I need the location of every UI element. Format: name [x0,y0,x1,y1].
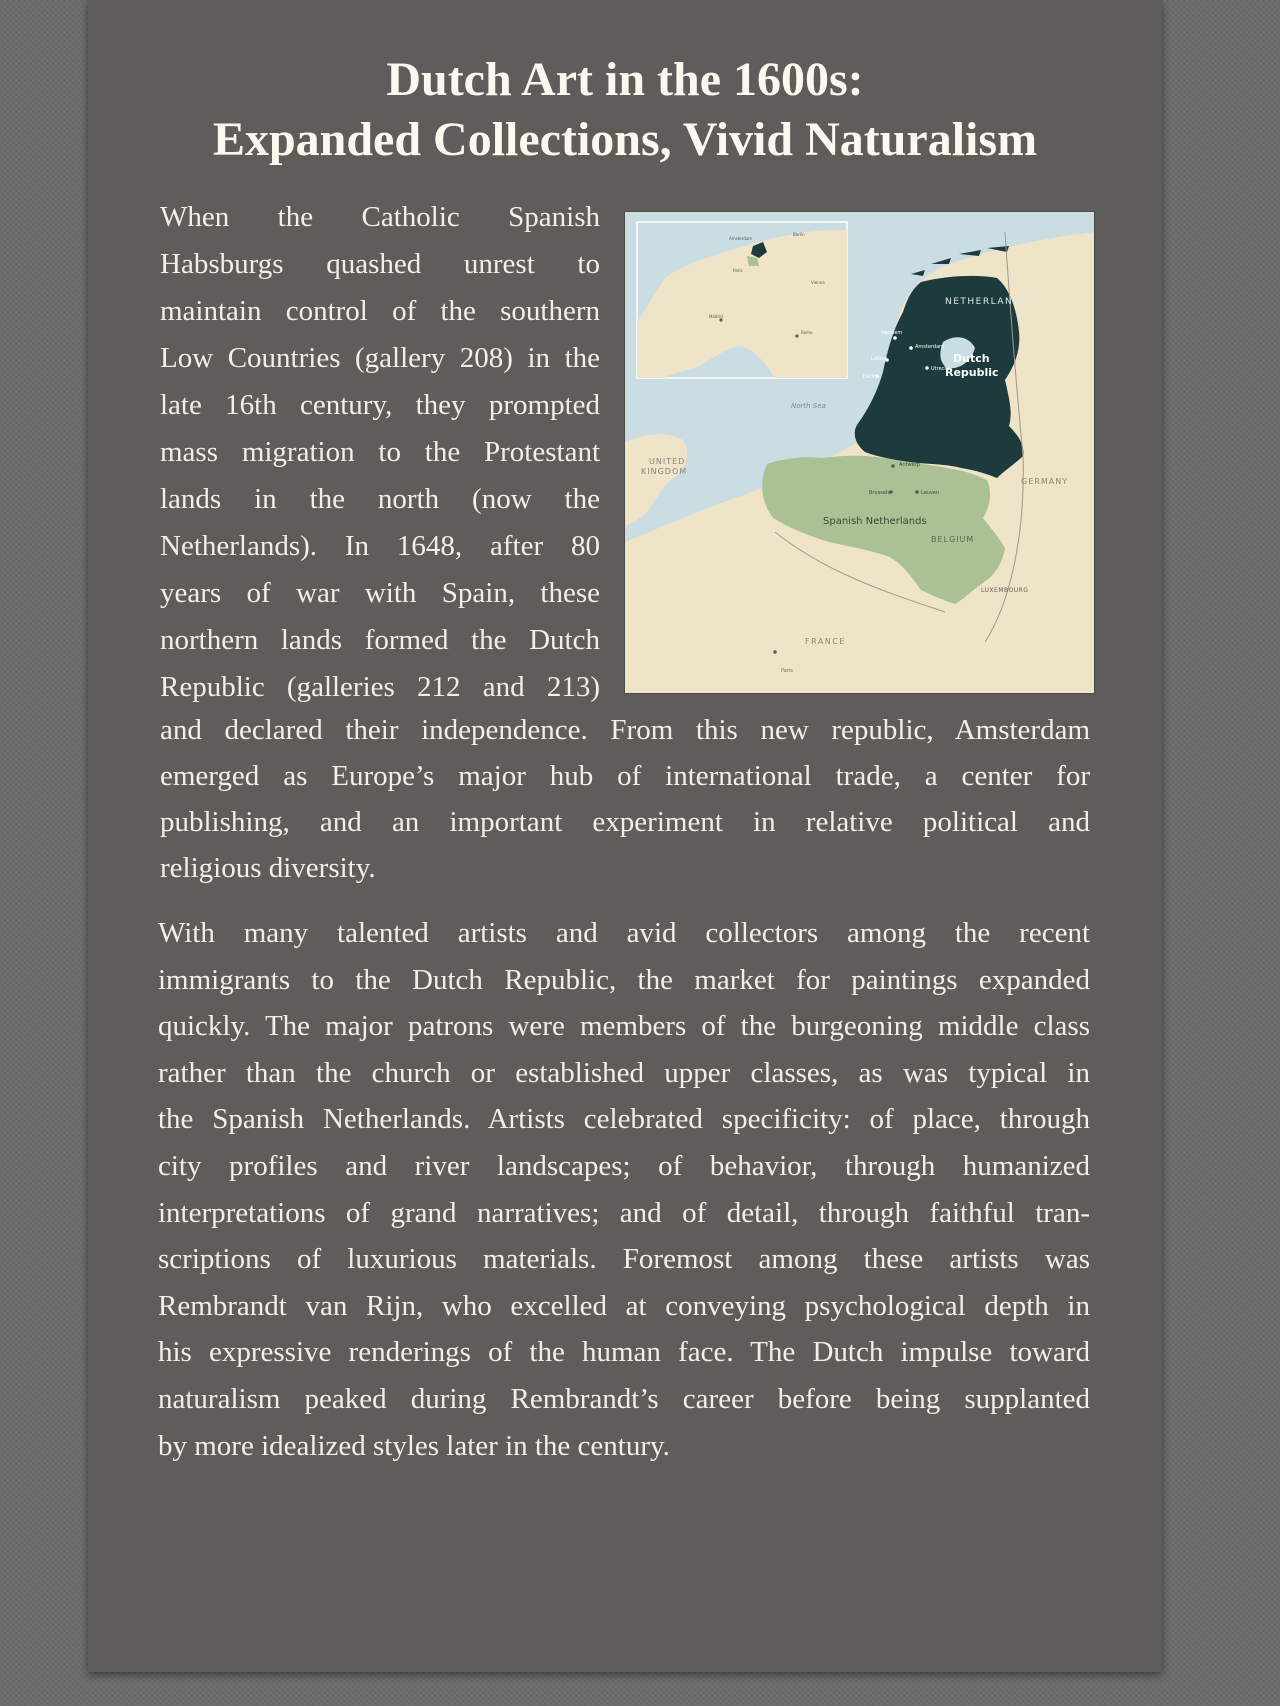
utrecht-dot [925,366,929,370]
text-line: rather than the church or established upper classes, as was typical in [158,1056,1090,1089]
delft-label: Delft [863,374,875,380]
text-line: city profiles and river landscapes; of behavior, through humanized [158,1149,1090,1182]
text-line: When the Catholic Spanish [160,201,600,233]
panel-title [88,50,1162,170]
uk-label-1: UNITED [649,457,686,466]
text-line: interpretations of grand narratives; and of detail, through faithful tran- [158,1196,1090,1229]
inset-paris-label: Paris [733,268,743,273]
text-line: lands in the north (now the [160,483,600,515]
haarlem-label: Haarlem [881,330,903,336]
text-line: by more idealized styles later in the century. [158,1429,670,1462]
haarlem-dot [893,336,897,340]
text-line: maintain control of the southern [160,295,600,327]
text-line: Low Countries (gallery 208) in the [160,342,600,374]
text-line: Netherlands). In 1648, after 80 [160,530,600,562]
antwerp-label: Antwerp [899,462,920,468]
inset-rome-label: Rome [801,330,813,335]
text-line: naturalism peaked during Rembrandt’s career before being supplanted [158,1382,1090,1415]
spanish-netherlands-label: Spanish Netherlands [823,516,927,527]
inset-berlin-label: Berlin [793,232,805,237]
brussels-label: Brussels [869,490,890,496]
text-line: emerged as Europe’s major hub of international trade, a center for [160,760,1090,792]
dutch-republic-label-1: Dutch [953,352,990,365]
uk-label-2: KINGDOM [641,467,688,476]
text-line: Rembrandt van Rijn, who excelled at conveying psychological depth in [158,1289,1090,1322]
germany-label: GERMANY [1021,477,1069,486]
title-line-2: Expanded Collections, Vivid Naturalism [212,113,1038,166]
text-line: Habsburgs quashed unrest to [160,248,600,280]
antwerp-dot [891,464,895,468]
second-paragraph [158,910,1090,1469]
paris-label: Paris [781,668,793,674]
inset-amsterdam-label: Amsterdam [729,236,753,241]
intro-paragraph [160,194,600,711]
amsterdam-label: Amsterdam [915,344,945,350]
inset-rome-dot [795,334,798,337]
belgium-label: BELGIUM [931,535,975,544]
text-line: his expressive renderings of the human face. The Dutch impulse toward [158,1336,1090,1369]
text-line: immigrants to the Dutch Republic, the market for paintings expanded [158,963,1090,996]
inset-europe-map [637,222,847,378]
text-line: quickly. The major patrons were members of the burgeoning middle class [158,1010,1090,1043]
text-line: With many talented artists and avid collectors among the recent [158,917,1090,949]
text-line: mass migration to the Protestant [160,436,600,468]
luxembourg-label: LUXEMBOURG [981,587,1029,594]
north-sea-label: North Sea [791,402,826,410]
title-line-1: Dutch Art in the 1600s: [386,53,864,106]
low-countries-map [625,212,1094,693]
text-line: northern lands formed the Dutch [160,624,600,656]
intro-paragraph-continuation [160,707,1090,891]
inset-madrid-label: Madrid [709,314,723,319]
text-line: the Spanish Netherlands. Artists celebrated specificity: of place, through [158,1103,1090,1136]
netherlands-label: NETHERLANDS [945,297,1029,307]
text-line: religious diversity. [160,852,376,884]
leuven-label: Leuven [921,490,940,496]
text-line: years of war with Spain, these [160,577,600,609]
text-line: scriptions of luxurious materials. Foremost among these artists was [158,1243,1090,1276]
france-label: FRANCE [805,637,846,646]
amsterdam-dot [909,346,913,350]
map-svg [625,212,1094,693]
text-line: late 16th century, they prompted [160,389,600,421]
leiden-label: Leiden [871,356,888,362]
text-line: Republic (galleries 212 and 213) [160,671,600,703]
text-line: publishing, and an important experiment in relative political and [160,806,1090,838]
leuven-dot [915,490,919,494]
delft-dot [875,374,879,378]
paris-dot [773,650,777,654]
inset-vienna-label: Vienna [811,280,825,285]
utrecht-label: Utrecht [931,366,950,372]
text-line: and declared their independence. From this new republic, Amsterdam [160,714,1090,746]
dutch-republic-label-2: Republic [945,366,999,379]
